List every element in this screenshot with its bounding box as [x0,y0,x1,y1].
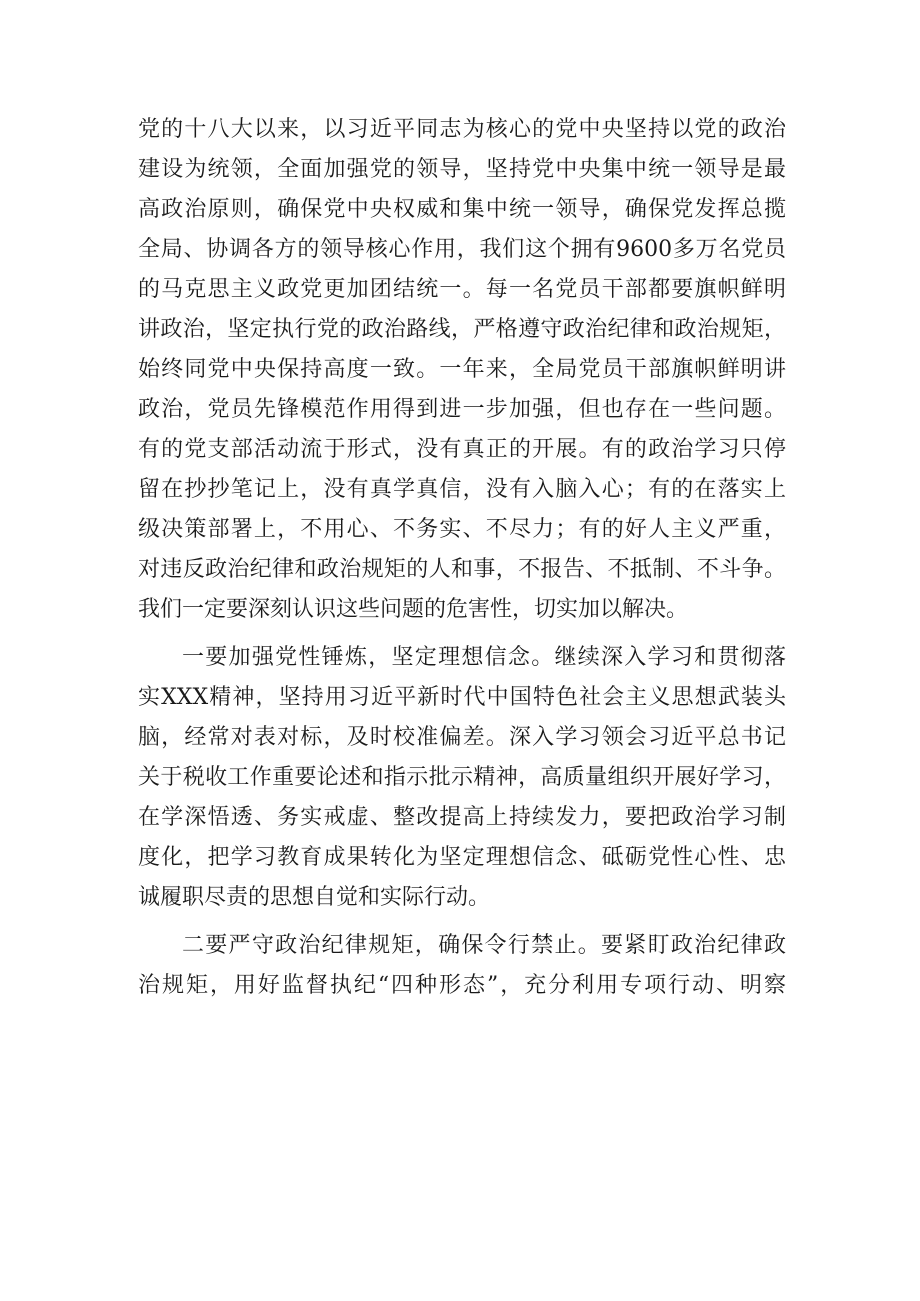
text-line: 治规矩，用好监督执纪“四种形态”，充分利用专项行动、明察 [138,973,786,998]
text-line: 诚履职尽责的思想自觉和实际行动。 [138,885,491,910]
text-line: 度化，把学习教育成果转化为坚定理想信念、砥砺党性心性、忠 [138,845,786,870]
text-line: 级决策部署上，不用心、不务实、不尽力；有的好人主义严重， [138,517,786,542]
paragraph-spacer [138,918,786,926]
text-line: 全局、协调各方的领导核心作用，我们这个拥有9600多万名党员 [138,237,786,262]
paragraph-1 [138,110,786,630]
paragraph-2 [138,638,786,918]
text-line: 实XXX精神，坚持用习近平新时代中国特色社会主义思想武装头 [138,685,786,710]
text-line: 二要严守政治纪律规矩，确保令行禁止。要紧盯政治纪律政 [182,933,786,958]
text-line: 在学深悟透、务实戒虚、整改提高上持续发力，要把政治学习制 [138,805,786,830]
text-line: 我们一定要深刻认识这些问题的危害性，切实加以解决。 [138,597,689,622]
text-line: 党的十八大以来，以习近平同志为核心的党中央坚持以党的政治 [138,117,786,142]
text-line: 高政治原则，确保党中央权威和集中统一领导，确保党发挥总揽 [138,197,786,222]
text-line: 政治，党员先锋模范作用得到进一步加强，但也存在一些问题。 [138,397,786,422]
text-line: 关于税收工作重要论述和指示批示精神，高质量组织开展好学习， [138,765,786,790]
text-line: 讲政治，坚定执行党的政治路线，严格遵守政治纪律和政治规矩， [138,317,786,342]
text-line: 始终同党中央保持高度一致。一年来，全局党员干部旗帜鲜明讲 [138,357,786,382]
text-line: 留在抄抄笔记上，没有真学真信，没有入脑入心；有的在落实上 [138,477,786,502]
paragraph-3 [138,926,786,1006]
text-line: 脑，经常对表对标，及时校准偏差。深入学习领会习近平总书记 [138,725,786,750]
paragraph-spacer [138,630,786,638]
document-body [138,110,786,1006]
text-line: 建设为统领，全面加强党的领导，坚持党中央集中统一领导是最 [138,157,786,182]
text-line: 对违反政治纪律和政治规矩的人和事，不报告、不抵制、不斗争。 [138,557,786,582]
text-line: 一要加强党性锤炼，坚定理想信念。继续深入学习和贯彻落 [182,645,786,670]
text-line: 的马克思主义政党更加团结统一。每一名党员干部都要旗帜鲜明 [138,277,786,302]
text-line: 有的党支部活动流于形式，没有真正的开展。有的政治学习只停 [138,437,786,462]
